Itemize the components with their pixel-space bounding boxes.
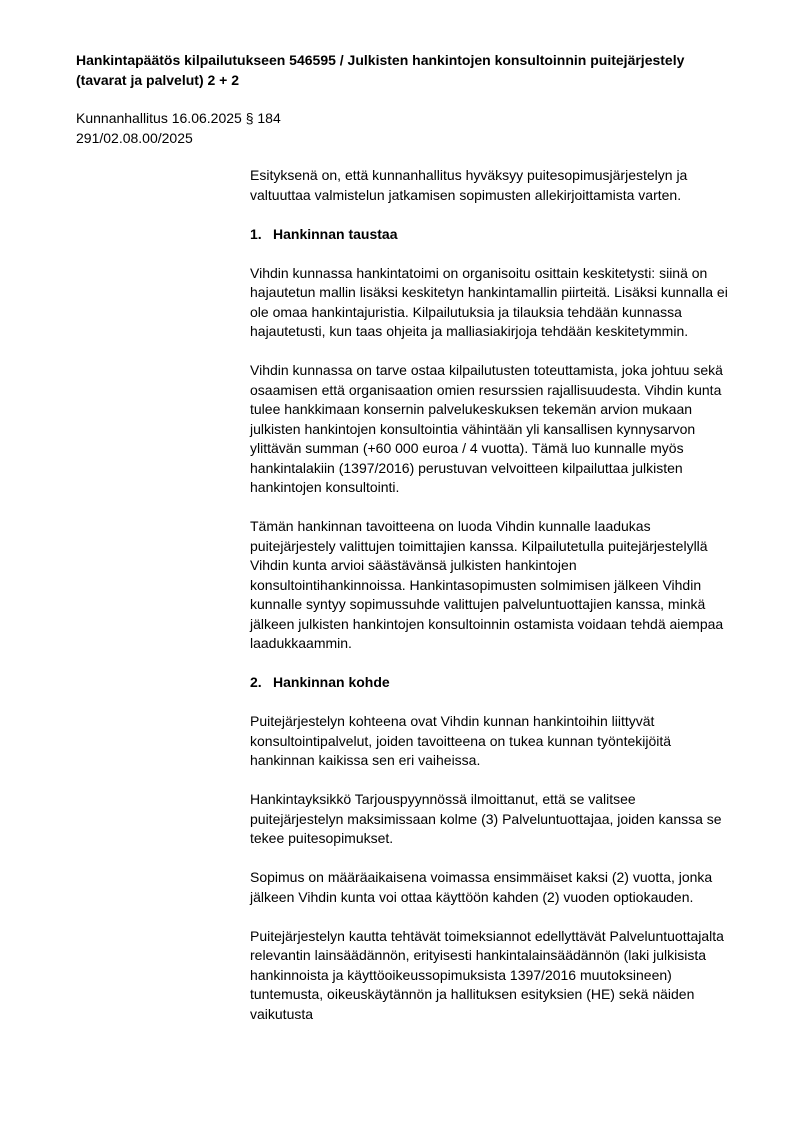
document-title: Hankintapäätös kilpailutukseen 546595 / Julkisten hankintojen konsultoinnin puitejärjestely (tavarat ja palvelut) 2 + 2 — [76, 52, 685, 88]
paragraph: Tämän hankinnan tavoitteena on luoda Vihdin kunnalle laadukas puitejärjestely valittujen toimittajien kanssa. Kilpailutetulla puitejärjestelyllä Vihdin kunta arvioi säästävänsä julkisten hankintojen konsultointihankinnoissa. Hankintasopimusten solmimisen jälkeen Vihdin kunnalle syntyy sopimussuhde valittujen palveluntuottajien kanssa, minkä jälkeen julkisten hankintojen konsultoinnin ostamista voidaan tehdä aiempaa laadukkaammin. — [250, 518, 724, 651]
meeting-reference: Kunnanhallitus 16.06.2025 § 184 — [76, 110, 281, 126]
paragraph: Puitejärjestelyn kohteena ovat Vihdin kunnan hankintoihin liittyvät konsultointipalvelut, joiden tavoitteena on tukea kunnan työntekijöitä hankinnan kaikissa sen eri vaiheissa. — [250, 713, 672, 768]
paragraph: Puitejärjestelyn kautta tehtävät toimeksiannot edellyttävät Palveluntuottajalta relevantin lainsäädännön, erityisesti hankintalainsäädännön (laki julkisista hankinnoista ja käyttöoikeussopimuksista 1397/2016 muutoksineen) tuntemusta, oikeuskäytännön ja hallituksen esityksien (HE) sekä näiden vaikutusta — [250, 927, 724, 1022]
document-body — [250, 166, 730, 1044]
section-title: Hankinnan taustaa — [273, 225, 398, 242]
paragraph: Sopimus on määräaikaisena voimassa ensimmäiset kaksi (2) vuotta, jonka jälkeen Vihdin kunta voi ottaa käyttöön kahden (2) vuoden optiokauden. — [250, 869, 713, 905]
paragraph: Vihdin kunnassa on tarve ostaa kilpailutusten toteuttamista, joka johtuu sekä osaamisen että organisaation omien resurssien rajallisuudesta. Vihdin kunta tulee hankkimaan konsernin palvelukeskuksen tekemän arvion mukaan julkisten hankintojen konsultointia vähintään yli kansallisen kynnysarvon ylittävän summan (+60 000 euroa / 4 vuotta). Tämä luo kunnalle myös hankintalakiin (1397/2016) perustuvan velvoitteen kilpailuttaa julkisten hankintojen konsultointi. — [250, 362, 723, 495]
section-title: Hankinnan kohde — [273, 674, 390, 690]
paragraph: Vihdin kunnassa hankintatoimi on organisoitu osittain keskitetysti: siinä on hajautetun mallin lisäksi keskitetyn hankintamallin piirteitä. Lisäksi kunnalla ei ole omaa hankintajuristia. Kilpailutuksia ja tilauksia tehdään kunnassa hajautetusti, kun taas ohjeita ja malliasiakirjoja tehdään keskitetymmin. — [250, 264, 728, 339]
paragraph: Hankintayksikkö Tarjouspyynnössä ilmoittanut, että se valitsee puitejärjestelyn maksimissaan kolme (3) Palveluntuottajaa, joiden kanssa se tekee puitesopimukset. — [250, 791, 722, 846]
section-heading-background — [250, 225, 730, 245]
section-number: 1. — [250, 225, 262, 242]
section-heading-subject — [250, 673, 730, 693]
intro-paragraph: Esityksenä on, että kunnanhallitus hyväksyy puitesopimusjärjestelyn ja valtuuttaa valmistelun jatkamisen sopimusten allekirjoittamista varten. — [250, 167, 688, 203]
section-number: 2. — [250, 674, 262, 690]
document-meta — [76, 108, 476, 148]
case-number: 291/02.08.00/2025 — [76, 130, 193, 146]
